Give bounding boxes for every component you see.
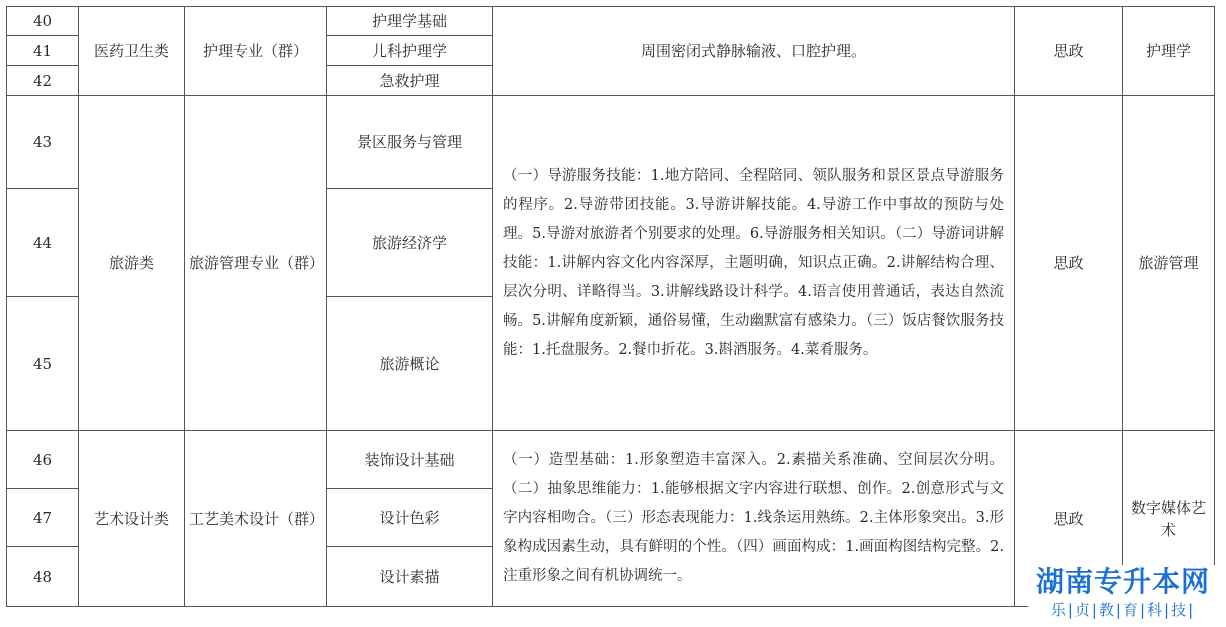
subject-cell: 设计色彩: [327, 489, 493, 547]
subject-cell: 装饰设计基础: [327, 431, 493, 489]
politics-cell: 思政: [1015, 96, 1123, 431]
row-number: 47: [7, 489, 79, 547]
target-major-cell: 数字媒体艺术: [1123, 431, 1215, 607]
subject-cell: 护理学基础: [327, 7, 493, 36]
description-cell: （一）导游服务技能：1.地方陪同、全程陪同、领队服务和景区景点导游服务的程序。2.导游带团技能。3.导游讲解技能。4.导游工作中事故的预防与处理。5.导游对旅游者个别要求的处理。6.导游服务相关知识。（二）导游词讲解技能：1.讲解内容文化内容深厚，主题明确，知识点正确。2.讲解结构合理、层次分明、详略得当。3.讲解线路设计科学。4.语言使用普通话，表达自然流畅。5.讲解角度新颖，通俗易懂，生动幽默富有感染力。（三）饭店餐饮服务技能：1.托盘服务。2.餐巾折花。3.斟酒服务。4.菜肴服务。: [493, 96, 1015, 431]
row-number: 43: [7, 96, 79, 189]
row-number: 40: [7, 7, 79, 36]
subject-cell: 儿科护理学: [327, 36, 493, 66]
watermark-title: 湖南专升本网: [1035, 565, 1210, 598]
politics-cell: 思政: [1015, 7, 1123, 96]
category-cell: 旅游类: [79, 96, 185, 431]
major-cell: 护理专业（群）: [185, 7, 327, 96]
politics-cell: 思政: [1015, 431, 1123, 607]
description-cell: 周围密闭式静脉输液、口腔护理。: [493, 7, 1015, 96]
table-row: [7, 431, 1215, 489]
category-cell: 医药卫生类: [79, 7, 185, 96]
watermark-logo: [1028, 565, 1218, 625]
row-number: 46: [7, 431, 79, 489]
row-number: 44: [7, 189, 79, 297]
subject-cell: 急救护理: [327, 66, 493, 96]
table-row: [7, 96, 1215, 189]
subject-cell: 设计素描: [327, 547, 493, 607]
subject-cell: 旅游经济学: [327, 189, 493, 297]
major-cell: 工艺美术设计（群）: [185, 431, 327, 607]
subject-cell: 景区服务与管理: [327, 96, 493, 189]
description-cell: （一）造型基础：1.形象塑造丰富深入。2.素描关系准确、空间层次分明。（二）抽象思维能力：1.能够根据文字内容进行联想、创作。2.创意形式与文字内容相吻合。（三）形态表现能力：1.线条运用熟练。2.主体形象突出。3.形象构成因素生动，具有鲜明的个性。（四）画面构成：1.画面构图结构完整。2.注重形象之间有机协调统一。: [493, 431, 1015, 607]
category-cell: 艺术设计类: [79, 431, 185, 607]
target-major-cell: 护理学: [1123, 7, 1215, 96]
major-cell: 旅游管理专业（群）: [185, 96, 327, 431]
row-number: 48: [7, 547, 79, 607]
target-major-cell: 旅游管理: [1123, 96, 1215, 431]
row-number: 41: [7, 36, 79, 66]
subject-cell: 旅游概论: [327, 297, 493, 431]
watermark-subtitle: 乐|贞|教|育|科|技|: [1050, 601, 1196, 619]
table-row: [7, 7, 1215, 36]
subjects-table: [6, 6, 1215, 607]
row-number: 42: [7, 66, 79, 96]
row-number: 45: [7, 297, 79, 431]
